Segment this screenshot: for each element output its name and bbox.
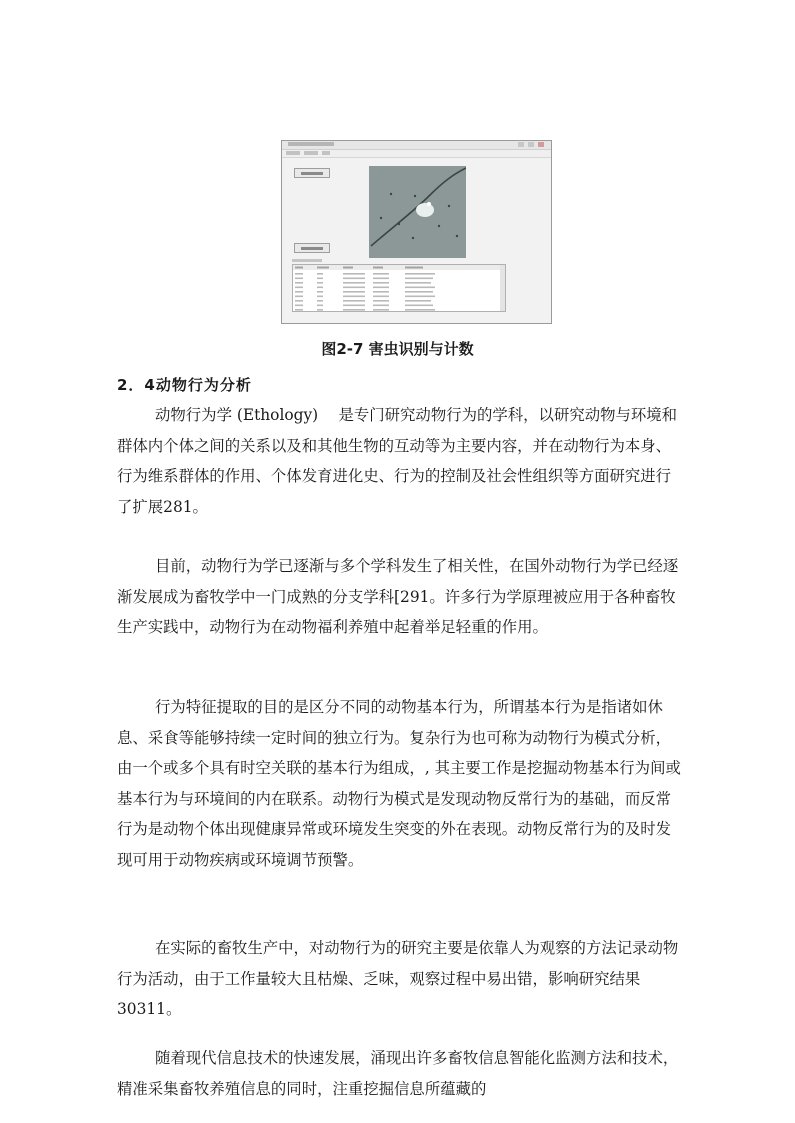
count-button bbox=[294, 243, 330, 253]
minimize-icon bbox=[518, 142, 524, 147]
menu-item bbox=[322, 151, 330, 155]
menu-item bbox=[304, 151, 318, 155]
window-title-text bbox=[288, 142, 334, 146]
load-image-button bbox=[294, 168, 330, 178]
result-label bbox=[292, 259, 322, 262]
section-heading: 2．4动物行为分析 bbox=[117, 376, 252, 394]
maximize-icon bbox=[528, 142, 534, 147]
result-table-rows bbox=[293, 265, 506, 312]
paragraph-2: 目前，动物行为学已逐渐与多个学科发生了相关性，在国外动物行为学已经逐渐发展成为畜牧学中一门成熟的分支学科[291。许多行为学原理被应用于各种畜牧生产实践中，动物行为在动物福利养殖中起着举足轻重的作用。 bbox=[117, 557, 679, 636]
pest-image-view bbox=[369, 166, 466, 258]
paragraph-4: 在实际的畜牧生产中，对动物行为的研究主要是依靠人为观察的方法记录动物行为活动，由于工作量较大且枯燥、乏味，观察过程中易出错，影响研究结果30311。 bbox=[117, 939, 679, 1018]
window-menu-bar bbox=[282, 150, 551, 158]
window-title-bar bbox=[282, 141, 551, 150]
close-icon bbox=[538, 142, 544, 147]
paragraph-3: 行为特征提取的目的是区分不同的动物基本行为，所谓基本行为是指诸如休息、采食等能够持续一定时间的独立行为。复杂行为也可称为动物行为模式分析，由一个或多个具有时空关联的基本行为组成，, 其主要工作是挖掘动物基本行为间或基本行为与环境间的内在联系。动物行为模式是发现动物反常行为的基础，而反常行为是动物个体出现健康异常或环境发生突变的外在表现。动物反常行为的及时发现可用于动物疾病或环境调节预警。 bbox=[117, 698, 681, 869]
pest-image bbox=[369, 166, 466, 258]
paragraph-5: 随着现代信息技术的快速发展，涌现出许多畜牧信息智能化监测方法和技术，精准采集畜牧养殖信息的同时，注重挖掘信息所蕴藏的 bbox=[117, 1049, 679, 1098]
paragraph-1: 动物行为学 (Ethology) 是专门研究动物行为的学科，以研究动物与环境和群体内个体之间的关系以及和其他生物的互动等为主要内容，并在动物行为本身、行为维系群体的作用、个体发育进化史、行为的控制及社会性组织等方面研究进行了扩展281。 bbox=[117, 406, 678, 516]
result-table bbox=[292, 264, 506, 312]
figure-caption: 图2-7 害虫识别与计数 bbox=[321, 340, 474, 358]
figure-screenshot bbox=[281, 140, 552, 324]
menu-item bbox=[286, 151, 300, 155]
